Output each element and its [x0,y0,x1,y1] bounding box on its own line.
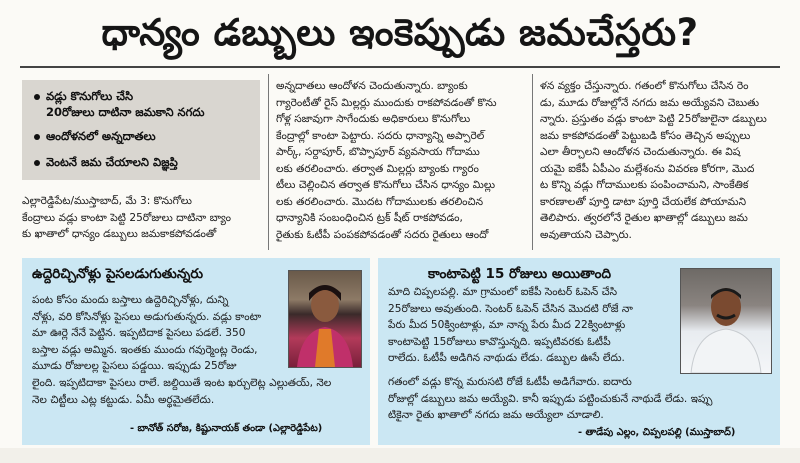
highlight-item [34,88,204,120]
text-line: కేంద్రాల్లో కాంటా పెట్టారు. సదరు ధాన్యాన్ని అప్పారెల్ [276,129,485,142]
portrait-icon [681,269,771,373]
highlight-text: ఆందోళనలో అన్నదాతలు [46,129,156,143]
text-line: కేంద్రాలు వడ్లు కాంటా పెట్టి 25రోజులు దాటినా బ్యాం [22,211,232,224]
text-line: మూడు రోజులల్ల పైసలు పడ్డయి. ఇప్పుడు 25రోజు [32,360,237,372]
article-column-3 [540,78,782,243]
farmer-photo [680,268,772,374]
portrait-icon [289,271,361,367]
farmer-quote-box-right [378,258,780,445]
text-line: టికైనా రైతు ఖాతాలో నగదు జమ అయ్యేలా చూడాలి. [388,409,604,421]
farmer-photo [288,270,362,368]
quote-signature: - తాడేపు ఎల్లం, చిప్పలపల్లి (ముస్తాబాద్) [578,427,736,438]
text-line: రాలేదు. ఓటీపీ అడిగిన నాథుడు లేడు. డబ్బుల ఊసే లేదు. [388,352,625,364]
text-line: ధాన్యానికి సంబంధించిన ట్రక్ షీట్ రాకపోవడం, [276,212,463,224]
bullet-icon [34,134,40,140]
text-line: జమ కాకపోవడంతో పెట్టుబడి కోసం తెచ్చిన అప్పులు [540,129,751,142]
text-line: ళన వ్యక్తం చేస్తున్నారు. గతంలో కొనుగోలు చేసిన రెం [540,80,749,92]
text-line: మా ఊర్లె నేనే పెట్టిన. ఇప్పటిదాక పైసలు పడలే. 350 [32,327,246,339]
text-line: అన్నదాతలు ఆందోళన చెందుతున్నారు. బ్యాంకు [276,80,468,92]
text-line: రోజుల్లో డబ్బులు జమ అయ్యేవి. కానీ ఇప్పుడు పట్టించుకునే నాథుడే లేడు. ఇప్పు [388,392,713,405]
highlight-text: వెంటనే జమ చేయాలని విజ్ఞప్తి [46,155,178,169]
text-line: గోళ్ల సజావుగా సాగేందుకు అధికారులు కొనుగోలు [276,113,471,125]
text-line: పంట కోసం మందు బస్తాలు ఉద్దెరిచ్చినోళ్లు, దున్ని [32,294,229,306]
text-line: తెలిపారు. త్వరలోనే రైతుల ఖాతాల్లో డబ్బులు జమ [540,212,748,224]
text-line: అవుతాయని చెప్పారు. [540,228,632,241]
article-column-2 [276,78,524,243]
article-column-1 [22,193,260,243]
headline-rule [20,66,780,68]
text-line: లైంది. ఇప్పటిదాకా పైసలు రాలే. జల్దియితే ఇంట ఖర్చులెట్ల ఎల్లుతయ్, నెల [32,377,332,389]
text-line: నోళ్లు, వరి కోసినోళ్లు పైసలు అడుగుతున్నరు. వడ్లు కాంటా [32,310,262,323]
text-line: కు ఖాతాలో ధాన్యం డబ్బులు జమకాకపోవడంతో [22,228,217,240]
text-line: పేరు మీద 50క్వింటాళ్లు, మా నాన్న పేరు మీద 22క్వింటాళ్లు [388,319,626,331]
text-line: డు, మూడు రోజుల్లోనే నగదు జమ అయ్యేవని చెబుతు [540,96,760,109]
text-line: నెల చిట్టీలు ఎట్ల కట్టుడు. ఏమీ అర్థమైతలేదు. [32,393,215,406]
farmer-quote-box-left [22,258,370,445]
next-article-strip [0,448,800,463]
column-divider [268,74,269,250]
text-line: కాంటాపెట్టి 15రోజులు కావొస్తున్నది. ఇప్పటివరకు ఓటీపీ [388,335,611,348]
highlights-box [22,80,260,180]
highlight-text: వడ్లు కొనుగోలు చేసి [46,89,134,103]
text-line: న్నారు. ప్రస్తుతం వడ్లు కాంటా పెట్టి 25రోజులైనా డబ్బులు [540,113,767,125]
text-line: లకు తరలించారు. తర్వాత మిల్లర్లు బ్యాంకు గ్యారం [276,162,479,175]
text-line: కారణాలతో పూర్తి డాటా పూర్తి చేయలేక పోయామని [540,195,747,208]
column-divider [532,74,533,250]
quote-text-left-cont [32,375,362,408]
text-line: ట కొన్ని వడ్లు గోదాములకు పంపించామని, సాంకేతిక [540,179,749,191]
bullet-icon [34,160,40,166]
quote-signature: - బానోత్ సరోజ, కిష్టునాయక్ తండా (ఎల్లారెడ్డిపేట) [130,423,323,434]
text-line: పార్క్, సర్దాపూర్, బొప్పాపూర్ వ్యవసాయ గోదాము [276,146,480,158]
text-line: గ్యారెంటీతో రైస్ మిల్లర్లు ముందుకు రాకపోవడంతో కొను [276,96,497,109]
text-line: టీలు చెల్లించిన తర్వాత కొనుగోలు చేసిన ధాన్యం మిల్లు [276,179,496,191]
text-line: ఎల్లారెడ్డిపేట/ముస్తాబాద్, మే 3: కొనుగోలు [22,195,192,207]
text-line: ఎలా తీర్చాలని ఆందోళన చెందుతున్నారు. ఈ విష [540,146,741,158]
quote-text-left [32,292,286,375]
text-line: లకు తరలించారు. మొదట గోదాములకు తరలించిన [276,195,484,208]
text-line: రైతుకు ఓటీపీ పంపకపోవడంతో సదరు రైతులు ఆందో [276,228,489,241]
quote-box-title: కాంటాపెట్టి 15 రోజులు అయితాంది [428,266,612,282]
bullet-icon [34,94,40,100]
quote-box-title: ఉద్దెరిచ్చినోళ్లు పైసలడుగుతున్నరు [32,266,204,282]
text-line: యమై ఐకేపీ ఏపీఎం మల్లేశంను వివరణ కోరగా, మొద [540,162,755,175]
quote-text-right-cont [388,374,772,424]
text-line: 25రోజులు అవుతుంది. సెంటర్ ఓపెన్ చేసిన మొదటి రోజే నా [388,302,633,315]
highlight-text-cont: 20రోజులు దాటినా జమకాని నగదు [46,105,205,119]
text-line: మాది చిప్పలపల్లి. మా గ్రామంలో ఐకేపీ సెంటర్ ఓపెన్ చేసి [388,286,618,298]
highlight-item [34,128,156,144]
text-line: బస్తాల వడ్లు అమ్మిన. ఇంతకు ముందు గవుర్మెంట్ల రెండు, [32,343,258,356]
highlight-item [34,154,178,170]
text-line: గతంలో వడ్లు కొన్న మరుసటి రోజే ఓటీపీ అడిగేవారు. ఐదారు [388,376,632,388]
headline: ధాన్యం డబ్బులు ఇంకెప్పుడు జమచేస్తరు? [101,11,699,54]
quote-text-right [388,284,678,367]
